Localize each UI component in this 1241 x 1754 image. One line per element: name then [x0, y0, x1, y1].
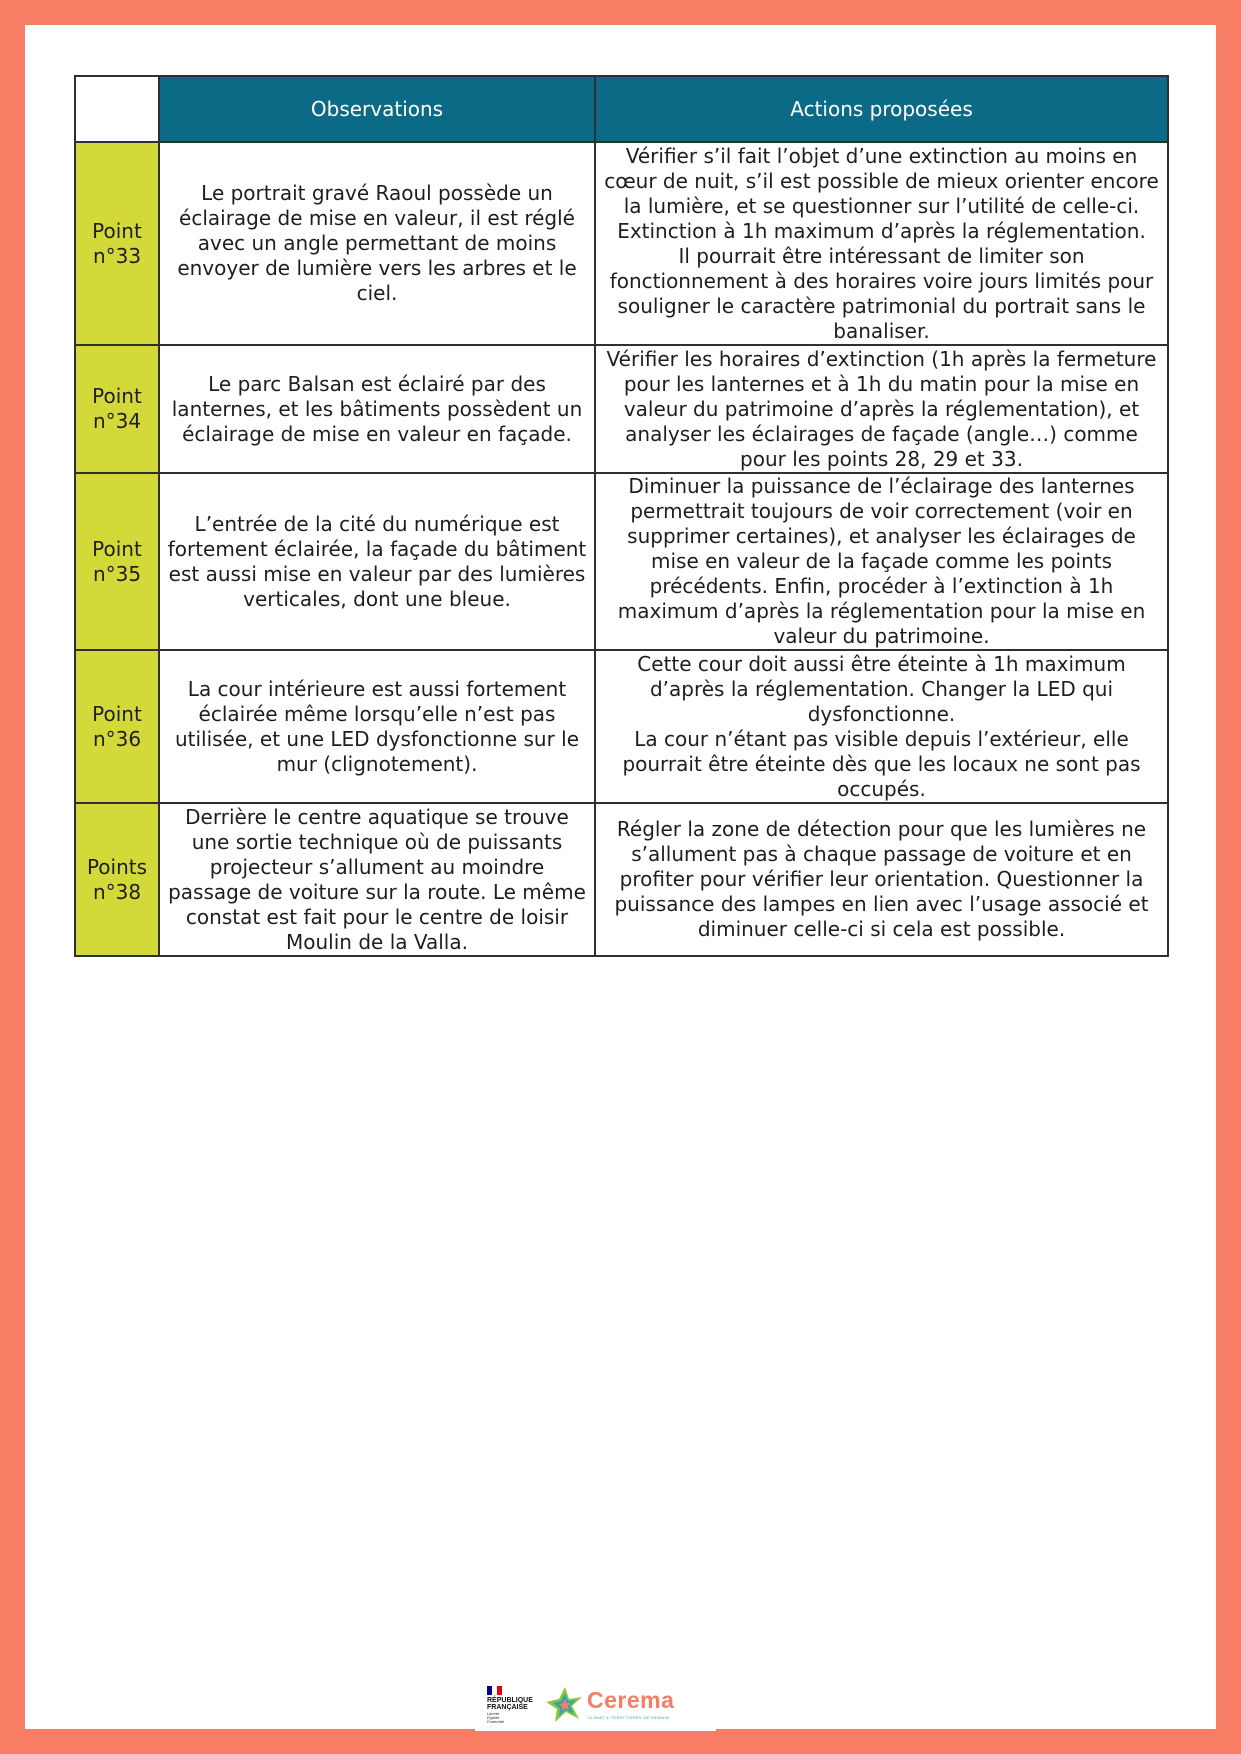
cerema-logo	[545, 1685, 715, 1725]
header-corner-cell	[75, 76, 159, 142]
table-header-row	[75, 76, 1168, 142]
cerema-star-icon	[545, 1685, 585, 1725]
republique-francaise-logo	[487, 1686, 535, 1726]
point-label: Points n°38	[75, 803, 159, 956]
observation-cell: Le parc Balsan est éclairé par des lanternes, et les bâtiments possèdent un éclairage de mise en valeur en façade.	[159, 345, 595, 473]
cerema-name: Cerema	[587, 1687, 675, 1713]
observation-cell: Le portrait gravé Raoul possède un éclairage de mise en valeur, il est réglé avec un angle permettant de moins envoyer de lumière vers les arbres et le ciel.	[159, 142, 595, 345]
french-flag-icon	[487, 1686, 503, 1695]
action-cell: Vérifier s’il fait l’objet d’une extinction au moins en cœur de nuit, s’il est possible de mieux orienter encore la lumière, et se questionner sur l’utilité de celle-ci. Extinction à 1h maximum d’après la réglementation. Il pourrait être intéressant de limiter son fonctionnement à des horaires voire jours limités pour souligner le caractère patrimonial du portrait sans le banaliser.	[595, 142, 1168, 345]
action-cell: Régler la zone de détection pour que les lumières ne s’allument pas à chaque passage de voiture et en profiter pour vérifier leur orientation. Questionner la puissance des lampes en lien avec l’usage associé et diminuer celle-ci si cela est possible.	[595, 803, 1168, 956]
footer-logos	[475, 1673, 716, 1731]
table-row	[75, 473, 1168, 650]
point-label: Point n°34	[75, 345, 159, 473]
table-row	[75, 345, 1168, 473]
republique-motto: Liberté Égalité Fraternité	[487, 1711, 505, 1724]
observations-table	[74, 75, 1169, 957]
observation-cell: Derrière le centre aquatique se trouve une sortie technique où de puissants projecteur s’allument au moindre passage de voiture sur la route. Le même constat est fait pour le centre de loisir Moulin de la Valla.	[159, 803, 595, 956]
republique-text: RÉPUBLIQUE FRANÇAISE	[487, 1697, 533, 1711]
point-label: Point n°36	[75, 650, 159, 803]
observation-cell: L’entrée de la cité du numérique est fortement éclairée, la façade du bâtiment est aussi mise en valeur par des lumières verticales, dont une bleue.	[159, 473, 595, 650]
header-actions: Actions proposées	[595, 76, 1168, 142]
table-row	[75, 142, 1168, 345]
table-row	[75, 803, 1168, 956]
point-label: Point n°33	[75, 142, 159, 345]
header-observations: Observations	[159, 76, 595, 142]
cerema-tagline: CLIMAT & TERRITOIRES DE DEMAIN	[588, 1715, 670, 1720]
document-page	[25, 25, 1216, 1729]
observation-cell: La cour intérieure est aussi fortement éclairée même lorsqu’elle n’est pas utilisée, et une LED dysfonctionne sur le mur (clignotement).	[159, 650, 595, 803]
action-cell: Diminuer la puissance de l’éclairage des lanternes permettrait toujours de voir correctement (voir en supprimer certaines), et analyser les éclairages de mise en valeur de la façade comme les points précédents. Enfin, procéder à l’extinction à 1h maximum d’après la réglementation pour la mise en valeur du patrimoine.	[595, 473, 1168, 650]
action-cell: Cette cour doit aussi être éteinte à 1h maximum d’après la réglementation. Changer la LED qui dysfonctionne. La cour n’étant pas visible depuis l’extérieur, elle pourrait être éteinte dès que les locaux ne sont pas occupés.	[595, 650, 1168, 803]
action-cell: Vérifier les horaires d’extinction (1h après la fermeture pour les lanternes et à 1h du matin pour la mise en valeur du patrimoine d’après la réglementation), et analyser les éclairages de façade (angle…) comme pour les points 28, 29 et 33.	[595, 345, 1168, 473]
point-label: Point n°35	[75, 473, 159, 650]
table-row	[75, 650, 1168, 803]
